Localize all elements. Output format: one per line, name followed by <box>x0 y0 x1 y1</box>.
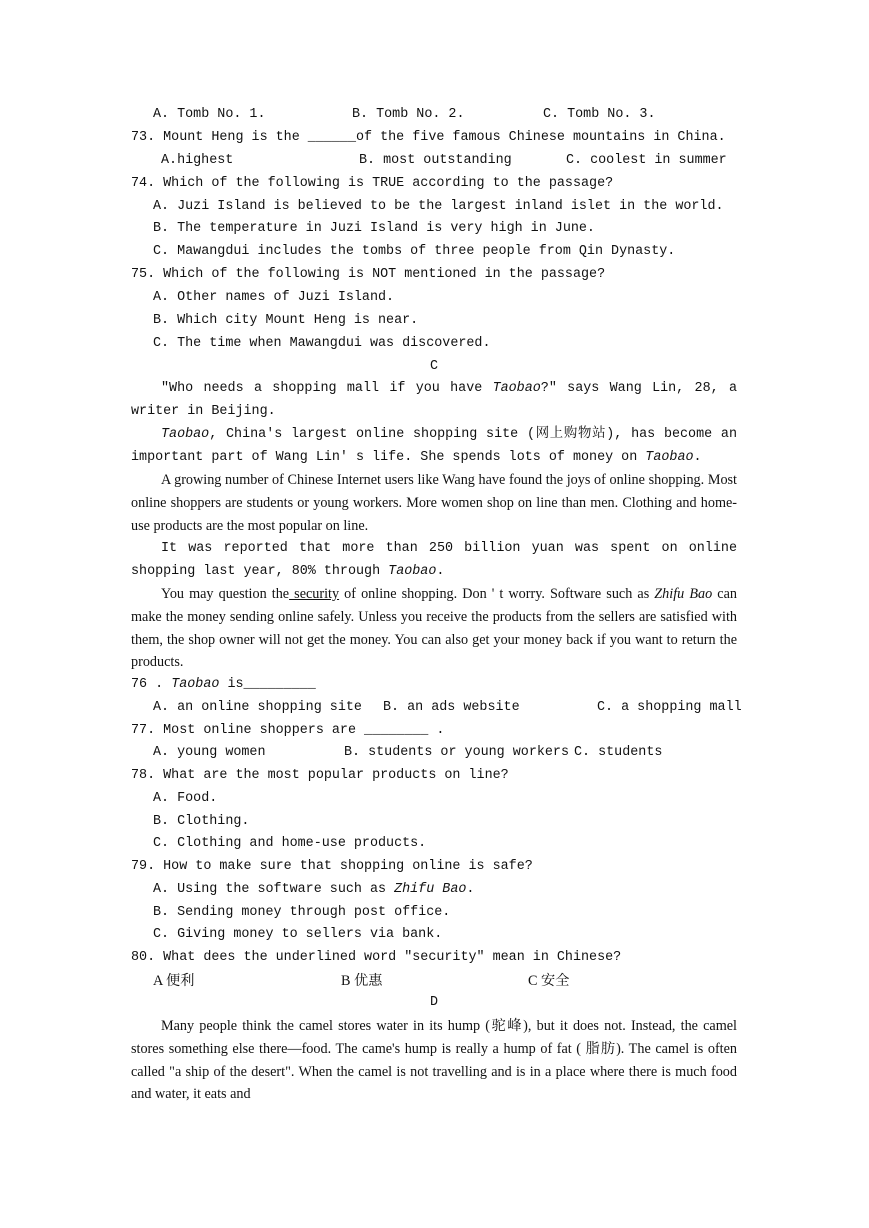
section-d-heading: D <box>429 995 439 1010</box>
passage-c-p2-end: . <box>693 449 702 465</box>
q74-option-a: A. Juzi Island is believed to be the largest inland islet in the world. <box>153 199 724 214</box>
q77-options <box>153 742 737 765</box>
q76-taobao: Taobao <box>171 677 220 692</box>
q75-option-a: A. Other names of Juzi Island. <box>153 290 395 305</box>
passage-c-p2-taobao-2: Taobao <box>645 449 694 465</box>
passage-c-paragraph-2 <box>131 424 737 470</box>
q74-stem: 74. Which of the following is TRUE according to the passage? <box>131 176 614 191</box>
q75-stem: 75. Which of the following is NOT mentioned in the passage? <box>131 267 606 282</box>
passage-c-paragraph-3: A growing number of Chinese Internet users like Wang have found the joys of online shopping. Most online shoppers are students or young workers. More women shop on line than men. Clothing and home-use products are the most popular on line. <box>131 472 737 534</box>
passage-c-paragraph-5 <box>131 583 737 674</box>
q74-option-c: C. Mawangdui includes the tombs of three people from Qin Dynasty. <box>153 244 676 259</box>
passage-c-p4-end: . <box>436 563 445 579</box>
q79-stem: 79. How to make sure that shopping online is safe? <box>131 859 533 874</box>
q79-option-c: C. Giving money to sellers via bank. <box>153 927 443 942</box>
q73-stem: 73. Mount Heng is the ______of the five famous Chinese mountains in China. <box>131 130 726 145</box>
q72-options <box>153 104 737 127</box>
q75-option-c: C. The time when Mawangdui was discovered. <box>153 336 491 351</box>
q76-stem <box>131 674 737 697</box>
q78-stem: 78. What are the most popular products on line? <box>131 768 509 783</box>
section-c-heading: C <box>429 359 439 374</box>
q72-option-c: C. Tomb No. 3. <box>543 107 656 122</box>
passage-c-p4-text: It was reported that more than 250 billion yuan was spent on online shopping last year, 80% through <box>131 541 737 579</box>
passage-c-paragraph-1 <box>131 378 737 424</box>
q77-option-a: A. young women <box>153 745 266 760</box>
q72-option-b: B. Tomb No. 2. <box>352 107 465 122</box>
q76-option-b: B. an ads website <box>383 700 520 715</box>
passage-d-paragraph-1: Many people think the camel stores water in its hump (驼峰), but it does not. Instead, the camel stores something else there—food. The came's hump is really a hump of fat ( 脂肪). The camel is often called "a ship of the desert". When the camel is not travelling and is in a place where there is much food and water, it eats and <box>131 1018 737 1103</box>
q78-option-c: C. Clothing and home-use products. <box>153 836 427 851</box>
q80-option-c: C 安全 <box>528 973 570 989</box>
q79-option-a-zhifubao: Zhifu Bao <box>394 882 467 897</box>
q73-option-a: A.highest <box>161 153 234 168</box>
q77-option-c: C. students <box>574 745 663 760</box>
q73-option-c: C. coolest in summer <box>566 153 727 168</box>
q72-option-a: A. Tomb No. 1. <box>153 107 266 122</box>
passage-c-p5-text-c: can make the money sending online safely. Unless you receive the products from the sellers are satisfied with them, the shop owner will not get the money. You can also get your money back if you want to return the products. <box>131 586 737 671</box>
security-underlined-word: security <box>289 586 340 602</box>
q73-options <box>153 150 737 173</box>
passage-c-p1-text-a: "Who needs a shopping mall if you have <box>161 381 493 396</box>
q76-option-a: A. an online shopping site <box>153 700 362 715</box>
q75-option-b: B. Which city Mount Heng is near. <box>153 313 419 328</box>
q80-option-a: A 便利 <box>153 973 195 989</box>
q77-option-b: B. students or young workers <box>344 745 569 760</box>
q76-options <box>153 697 742 720</box>
passage-c-p5-text-a: You may question the <box>161 586 290 602</box>
q77-stem: 77. Most online shoppers are ________ . <box>131 723 445 738</box>
passage-c-p5-text-b: of online shopping. Don ' t worry. Software such as <box>339 586 655 602</box>
q80-options <box>153 970 737 993</box>
passage-c-p2-text: , China's largest online shopping site (网上购物站), has become an important part of Wang Lin' s life. She spends lots of money on <box>131 427 737 465</box>
q80-stem: 80. What dees the underlined word "security" mean in Chinese? <box>131 950 622 965</box>
passage-c-p5-zhifubao: Zhifu Bao <box>654 586 713 602</box>
q76-option-c: C. a shopping mall <box>597 700 742 715</box>
passage-c-p1-taobao: Taobao <box>492 381 541 396</box>
q74-option-b: B. The temperature in Juzi Island is very high in June. <box>153 221 595 236</box>
passage-c-p1-text-b: ?" says Wang Lin, 28, a writer in Beijing. <box>131 381 737 419</box>
passage-c-p4-taobao: Taobao <box>388 563 437 579</box>
q76-blank: is_________ <box>219 677 316 692</box>
q78-option-b: B. Clothing. <box>153 814 250 829</box>
q78-option-a: A. Food. <box>153 791 218 806</box>
q79-option-a-text: A. Using the software such as <box>153 882 395 897</box>
q76-number: 76 . <box>131 677 172 692</box>
q79-option-a <box>153 879 737 902</box>
q73-option-b: B. most outstanding <box>359 153 512 168</box>
q79-option-b: B. Sending money through post office. <box>153 905 451 920</box>
passage-c-paragraph-4 <box>131 538 737 584</box>
passage-c-p2-taobao: Taobao <box>161 427 210 442</box>
q79-option-a-end: . <box>466 882 475 897</box>
q80-option-b: B 优惠 <box>341 973 383 989</box>
